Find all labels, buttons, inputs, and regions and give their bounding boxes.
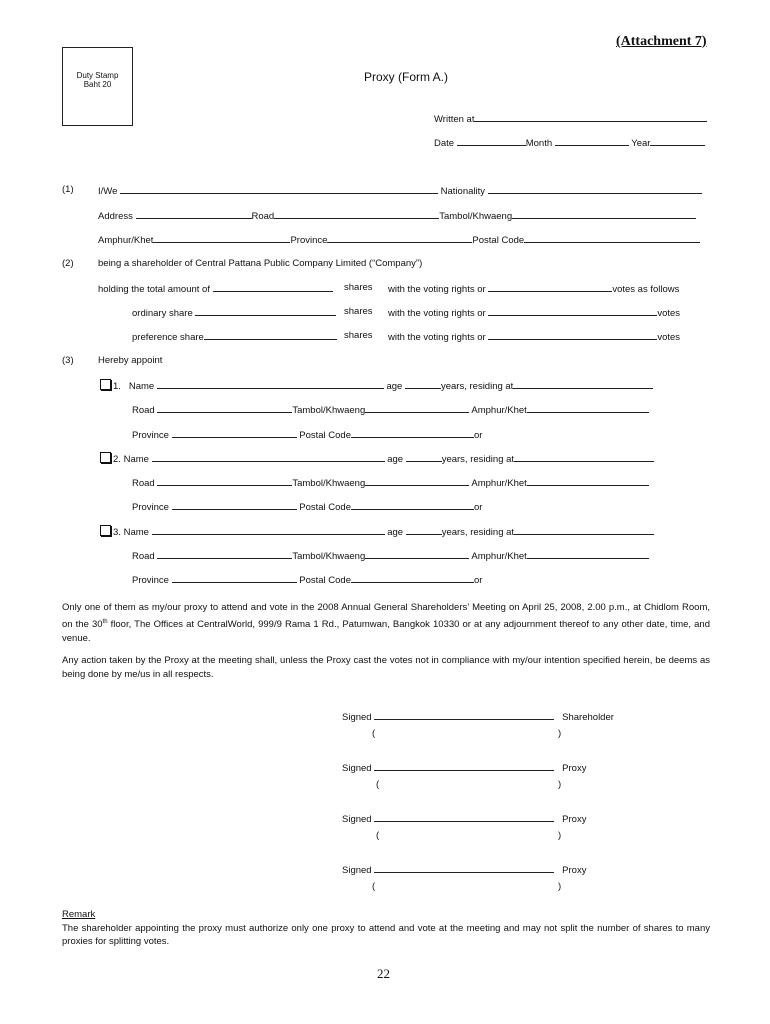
proxy-2-postal-field[interactable] (351, 500, 474, 510)
proxy-3-tambol-label: Tambol/Khwaeng (292, 551, 366, 562)
proxy-2-signature-field[interactable] (374, 812, 554, 822)
proxy-1-tambol-field[interactable] (365, 403, 469, 413)
shareholder-label: Shareholder (562, 712, 614, 723)
proxy-label-3: Proxy (562, 865, 587, 876)
preference-label: preference share (132, 332, 204, 343)
proxy-1-tambol-label: Tambol/Khwaeng (292, 405, 366, 416)
section-2-number: (2) (62, 258, 74, 269)
nationality-field[interactable] (488, 184, 702, 194)
votes-label-3: votes (657, 332, 681, 343)
proxy-3-residing-field[interactable] (514, 525, 654, 535)
proxy-3-province-field[interactable] (172, 573, 297, 583)
paren-open-3: ( (376, 830, 380, 841)
company-name: Central Pattana Public Company Limited (“Company”) (195, 258, 423, 269)
stamp-line-1: Duty Stamp (76, 71, 119, 80)
proxy-3-postal-field[interactable] (351, 573, 474, 583)
proxy-1-road-label: Road (132, 405, 155, 416)
date-label: Date (434, 138, 455, 149)
signature-proxy-3-row (342, 863, 586, 876)
amphur-field[interactable] (153, 233, 290, 243)
date-row (434, 136, 705, 149)
ordinary-label: ordinary share (132, 308, 193, 319)
proxy-3-road-row (132, 549, 649, 562)
proxy-1-postal-field[interactable] (351, 428, 474, 438)
proxy-3-name-label: Name (123, 527, 149, 538)
address-label: Address (98, 211, 133, 222)
date-field[interactable] (457, 136, 526, 146)
proxy-1-name-row (100, 379, 653, 392)
written-at-row (434, 112, 707, 125)
proxy-2-residing-label: years, residing at (441, 454, 515, 465)
proxy-3-amphur-label: Amphur/Khet (471, 551, 527, 562)
proxy-2-checkbox[interactable] (100, 452, 111, 463)
hereby-appoint-label: Hereby appoint (98, 355, 163, 366)
proxy-2-province-field[interactable] (172, 500, 297, 510)
preference-row (132, 330, 337, 343)
proxy-1-residing-field[interactable] (513, 379, 653, 389)
shares-label-1: shares (344, 282, 373, 293)
voting-label-2: with the voting rights or (388, 308, 486, 319)
remark-text: The shareholder appointing the proxy must authorize only one proxy to attend and vote at the meeting and may not split the number of shares to many proxies for splitting votes. (62, 923, 710, 947)
meeting-text-sup: th (102, 619, 108, 625)
proxy-3-province-row (132, 573, 482, 586)
preference-shares-field[interactable] (204, 330, 337, 340)
road-field[interactable] (274, 209, 439, 219)
proxy-1-province-field[interactable] (172, 428, 297, 438)
proxy-3-road-field[interactable] (157, 549, 292, 559)
address-row (98, 209, 696, 222)
proxy-2-or: or (474, 502, 483, 513)
proxy-2-residing-field[interactable] (514, 452, 654, 462)
tambol-label: Tambol/Khwaeng (439, 211, 513, 222)
signed-label-3: Signed (342, 814, 372, 825)
proxy-1-road-row (132, 403, 649, 416)
votes-field-3[interactable] (488, 330, 657, 340)
proxy-3-number: 3. (113, 527, 121, 538)
meeting-text-1: Only one of them as my/our proxy to attend and vote in the 2008 Annual General Shareholders’ Meeting on April 25, 2008, 2.00 p.m., at Chidlom Room, on the 30 (62, 602, 710, 631)
province-label: Province (290, 235, 328, 246)
shares-label-3: shares (344, 330, 373, 341)
proxy-1-name-field[interactable] (157, 379, 384, 389)
signature-proxy-1-row (342, 761, 586, 774)
page-title: Proxy (Form A.) (364, 70, 449, 84)
proxy-2-province-row (132, 500, 482, 513)
proxy-2-postal-label: Postal Code (299, 502, 352, 513)
holding-label: holding the total amount of (98, 284, 210, 295)
holding-label-row (98, 282, 333, 295)
road-label: Road (251, 211, 275, 222)
proxy-label-1: Proxy (562, 763, 587, 774)
proxy-1-name-label: Name (128, 381, 155, 392)
shares-label-2: shares (344, 306, 373, 317)
proxy-2-road-row (132, 476, 649, 489)
amphur-row (98, 233, 700, 246)
proxy-1-number: 1. (113, 381, 121, 392)
signature-proxy-2-row (342, 812, 586, 825)
proxy-3-amphur-field[interactable] (527, 549, 649, 559)
proxy-3-residing-label: years, residing at (441, 527, 515, 538)
month-field[interactable] (555, 136, 629, 146)
province-field[interactable] (327, 233, 472, 243)
proxy-1-or: or (474, 430, 483, 441)
proxy-1-age-label: age (386, 381, 403, 392)
written-at-label: Written at (434, 114, 475, 125)
voting-row-2 (388, 306, 680, 319)
proxy-2-number: 2. (113, 454, 121, 465)
proxy-2-tambol-label: Tambol/Khwaeng (292, 478, 366, 489)
month-label: Month (525, 138, 553, 149)
remark-title: Remark (62, 909, 96, 920)
proxy-2-age-label: age (387, 454, 404, 465)
postal-label: Postal Code (472, 235, 525, 246)
meeting-text-2: floor, The Offices at CentralWorld, 999/9 Rama 1 Rd., Patumwan, Bangkok 10330 or at any adjournment thereof to any other date, time, and venue. (62, 619, 710, 645)
proxy-2-road-label: Road (132, 478, 155, 489)
proxy-2-name-field[interactable] (152, 452, 385, 462)
proxy-3-tambol-field[interactable] (365, 549, 469, 559)
nationality-label: Nationality (440, 186, 485, 197)
proxy-1-signature-field[interactable] (374, 761, 554, 771)
ordinary-row (132, 306, 336, 319)
amphur-label: Amphur/Khet (98, 235, 154, 246)
shareholder-signature-field[interactable] (374, 710, 554, 720)
address-field[interactable] (136, 209, 252, 219)
page-number: 22 (377, 966, 390, 981)
proxy-3-road-label: Road (132, 551, 155, 562)
paren-close-2: ) (558, 779, 562, 790)
paren-close-1: ) (558, 728, 562, 739)
proxy-1-province-row (132, 428, 482, 441)
duty-stamp-box (62, 47, 133, 126)
proxy-2-name-row (100, 452, 654, 465)
proxy-2-province-label: Province (132, 502, 169, 513)
proxy-2-name-label: Name (123, 454, 149, 465)
proxy-2-amphur-field[interactable] (527, 476, 649, 486)
tambol-field[interactable] (512, 209, 696, 219)
votes-field-2[interactable] (488, 306, 657, 316)
proxy-1-road-field[interactable] (157, 403, 292, 413)
proxy-2-tambol-field[interactable] (365, 476, 469, 486)
shareholder-prefix: being a shareholder of (98, 258, 193, 269)
voting-label-3: with the voting rights or (388, 332, 486, 343)
proxy-1-checkbox[interactable] (100, 379, 111, 390)
section-1-number: (1) (62, 184, 74, 195)
proxy-2-road-field[interactable] (157, 476, 292, 486)
section-3-number: (3) (62, 355, 74, 366)
proxy-label-2: Proxy (562, 814, 587, 825)
proxy-2-age-field[interactable] (406, 452, 442, 462)
proxy-1-province-label: Province (132, 430, 169, 441)
signed-label-2: Signed (342, 763, 372, 774)
proxy-3-signature-field[interactable] (374, 863, 554, 873)
paren-open-1: ( (372, 728, 376, 739)
attachment-label: (Attachment 7) (616, 34, 707, 49)
iwe-field[interactable] (120, 184, 438, 194)
signature-shareholder-row (342, 710, 614, 723)
voting-row-3 (388, 330, 680, 343)
ordinary-shares-field[interactable] (195, 306, 336, 316)
signed-label-1: Signed (342, 712, 372, 723)
postal-field[interactable] (524, 233, 700, 243)
year-label: Year (631, 138, 651, 149)
voting-row-1 (388, 282, 679, 295)
proxy-1-age-field[interactable] (405, 379, 441, 389)
votes-follows-label: votes as follows (612, 284, 680, 295)
proxy-1-amphur-field[interactable] (527, 403, 649, 413)
shareholder-row (98, 258, 422, 269)
iwe-label: I/We (98, 186, 118, 197)
proxy-3-postal-label: Postal Code (299, 575, 352, 586)
total-shares-field[interactable] (213, 282, 333, 292)
proxy-3-province-label: Province (132, 575, 169, 586)
paren-close-3: ) (558, 830, 562, 841)
proxy-3-name-row (100, 525, 654, 538)
proxy-3-checkbox[interactable] (100, 525, 111, 536)
iwe-row (98, 184, 702, 197)
proxy-3-name-field[interactable] (152, 525, 385, 535)
action-paragraph: Any action taken by the Proxy at the meeting shall, unless the Proxy cast the votes not in compliance with my/our intention specified herein, be deems as being done by me/us in all respects. (62, 655, 710, 680)
paren-open-2: ( (376, 779, 380, 790)
meeting-paragraph (62, 601, 710, 646)
stamp-line-2: Baht 20 (83, 80, 112, 89)
proxy-3-or: or (474, 575, 483, 586)
signed-label-4: Signed (342, 865, 372, 876)
year-field[interactable] (650, 136, 705, 146)
proxy-2-amphur-label: Amphur/Khet (471, 478, 527, 489)
paren-close-4: ) (558, 881, 562, 892)
voting-label-1: with the voting rights or (388, 284, 486, 295)
proxy-1-amphur-label: Amphur/Khet (471, 405, 527, 416)
proxy-1-residing-label: years, residing at (440, 381, 514, 392)
proxy-1-postal-label: Postal Code (299, 430, 352, 441)
written-at-field[interactable] (474, 112, 707, 122)
paren-open-4: ( (372, 881, 376, 892)
proxy-3-age-field[interactable] (406, 525, 442, 535)
proxy-3-age-label: age (387, 527, 404, 538)
votes-label-2: votes (657, 308, 681, 319)
votes-field-1[interactable] (488, 282, 612, 292)
